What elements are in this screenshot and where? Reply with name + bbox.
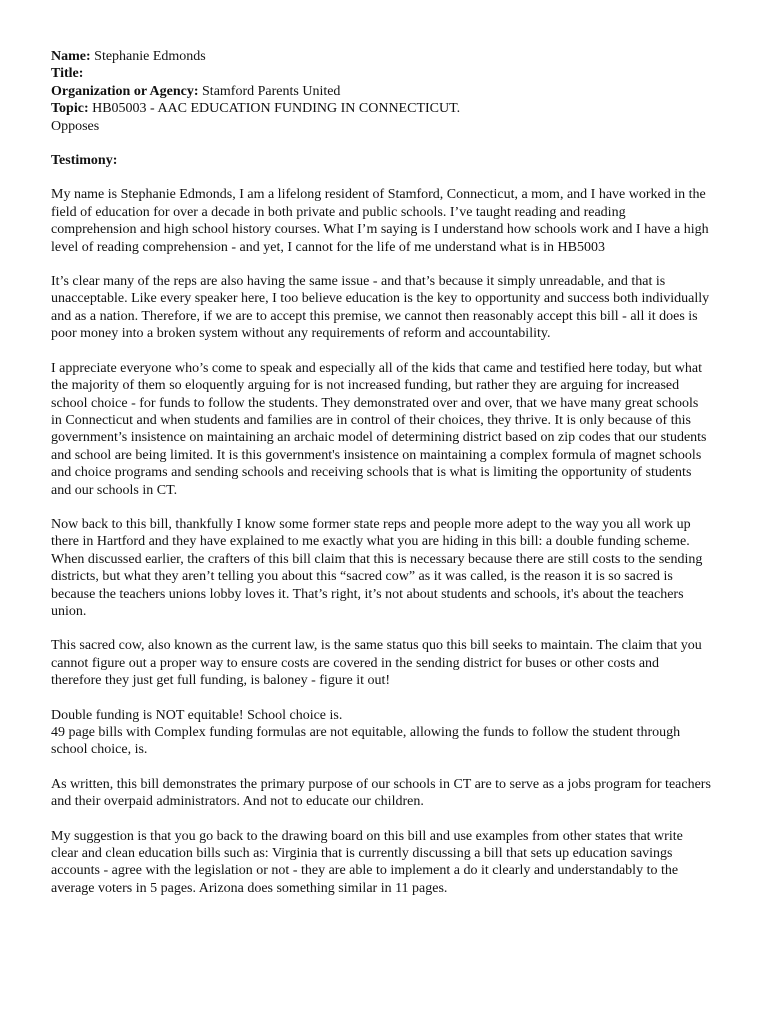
paragraph-school-choice: I appreciate everyone who’s come to speak and especially all of the kids that came and testified here today, but what the majority of them so eloquently arguing for is not increased funding, but rather they are arguing for increased school choice - for funds to follow the students. They demonstrated over and over, that we have many great schools in Connecticut and when students and families are in control of their choices, they thrive. It is only because of this government’s insistence on maintaining an archaic model of determining district based on zip codes that our students and school are being limited. It is this government's insistence on maintaining a complex formula of magnet schools and choice programs and sending schools and receiving schools that is what is limiting the opportunity of students and our schools in CT. [51, 360, 707, 498]
title-label: Title: [51, 66, 84, 82]
paragraph-double-funding: Now back to this bill, thankfully I know some former state reps and people more adept to the way you all work up there in Hartford and they have explained to me exactly what you are hiding in this bill: a double funding scheme. When discussed earlier, the crafters of this bill claim that this is necessary because there are still costs to the sending districts, but what they aren’t telling you about this “sacred cow” as it was called, is the reason it is so sacred is because the teachers unions lobby loves it. That’s right, it’s not about students and schools, it's about the teachers union. [51, 516, 703, 619]
topic-label: Topic: [51, 101, 89, 117]
paragraph-unreadable: It’s clear many of the reps are also having the same issue - and that’s because it simply unreadable, and that is unacceptable. Like every speaker here, I too believe education is the key to opportunity and success both individually and as a nation. Therefore, if we are to accept this premise, we cannot then reasonably accept this bill - all it does is poor money into a broken system without any requirements of reform and accountability. [51, 274, 710, 342]
paragraph-suggestion: My suggestion is that you go back to the drawing board on this bill and use examples from other states that write clear and clean education bills such as: Virginia that is currently discussing a bill that sets up education savings accounts - agree with the legislation or not - they are able to implement a do it clearly and understandably to the average voters in 5 pages. Arizona does something similar in 11 pages. [51, 828, 683, 896]
organization-value: Stamford Parents United [198, 83, 341, 99]
position-line: Opposes [51, 118, 100, 134]
paragraph-page-bills: 49 page bills with Complex funding formulas are not equitable, allowing the funds to follow the student through school choice, is. [51, 725, 681, 758]
name-value: Stephanie Edmonds [90, 49, 206, 64]
paragraph-not-equitable: Double funding is NOT equitable! School choice is. [51, 707, 343, 723]
organization-label: Organization or Agency: [51, 83, 199, 99]
paragraph-sacred-cow: This sacred cow, also known as the current law, is the same status quo this bill seeks to maintain. The claim that you cannot figure out a proper way to ensure costs are covered in the sending district for buses or other costs and therefore they just get full funding, is baloney - figure it out! [51, 638, 702, 689]
name-line [51, 48, 711, 65]
paragraph-jobs-program: As written, this bill demonstrates the primary purpose of our schools in CT are to serve as a jobs program for teachers and their overpaid administrators. And not to educate our children. [51, 776, 711, 810]
organization-line [51, 83, 711, 100]
paragraph-intro: My name is Stephanie Edmonds, I am a lifelong resident of Stamford, Connecticut, a mom, and I have worked in the field of education for over a decade in both private and public schools. I’ve taught reading and reading comprehension and high school history courses. What I’m saying is I understand how schools work and I have a high level of reading comprehension - and yet, I cannot for the life of me understand what is in HB5003 [51, 187, 709, 255]
topic-value: HB05003 - AAC EDUCATION FUNDING IN CONNECTICUT. [88, 101, 461, 117]
topic-line [51, 100, 711, 117]
testimony-document [51, 48, 711, 897]
title-line [51, 65, 711, 82]
testimony-heading: Testimony: [51, 153, 118, 169]
name-label: Name: [51, 49, 91, 64]
